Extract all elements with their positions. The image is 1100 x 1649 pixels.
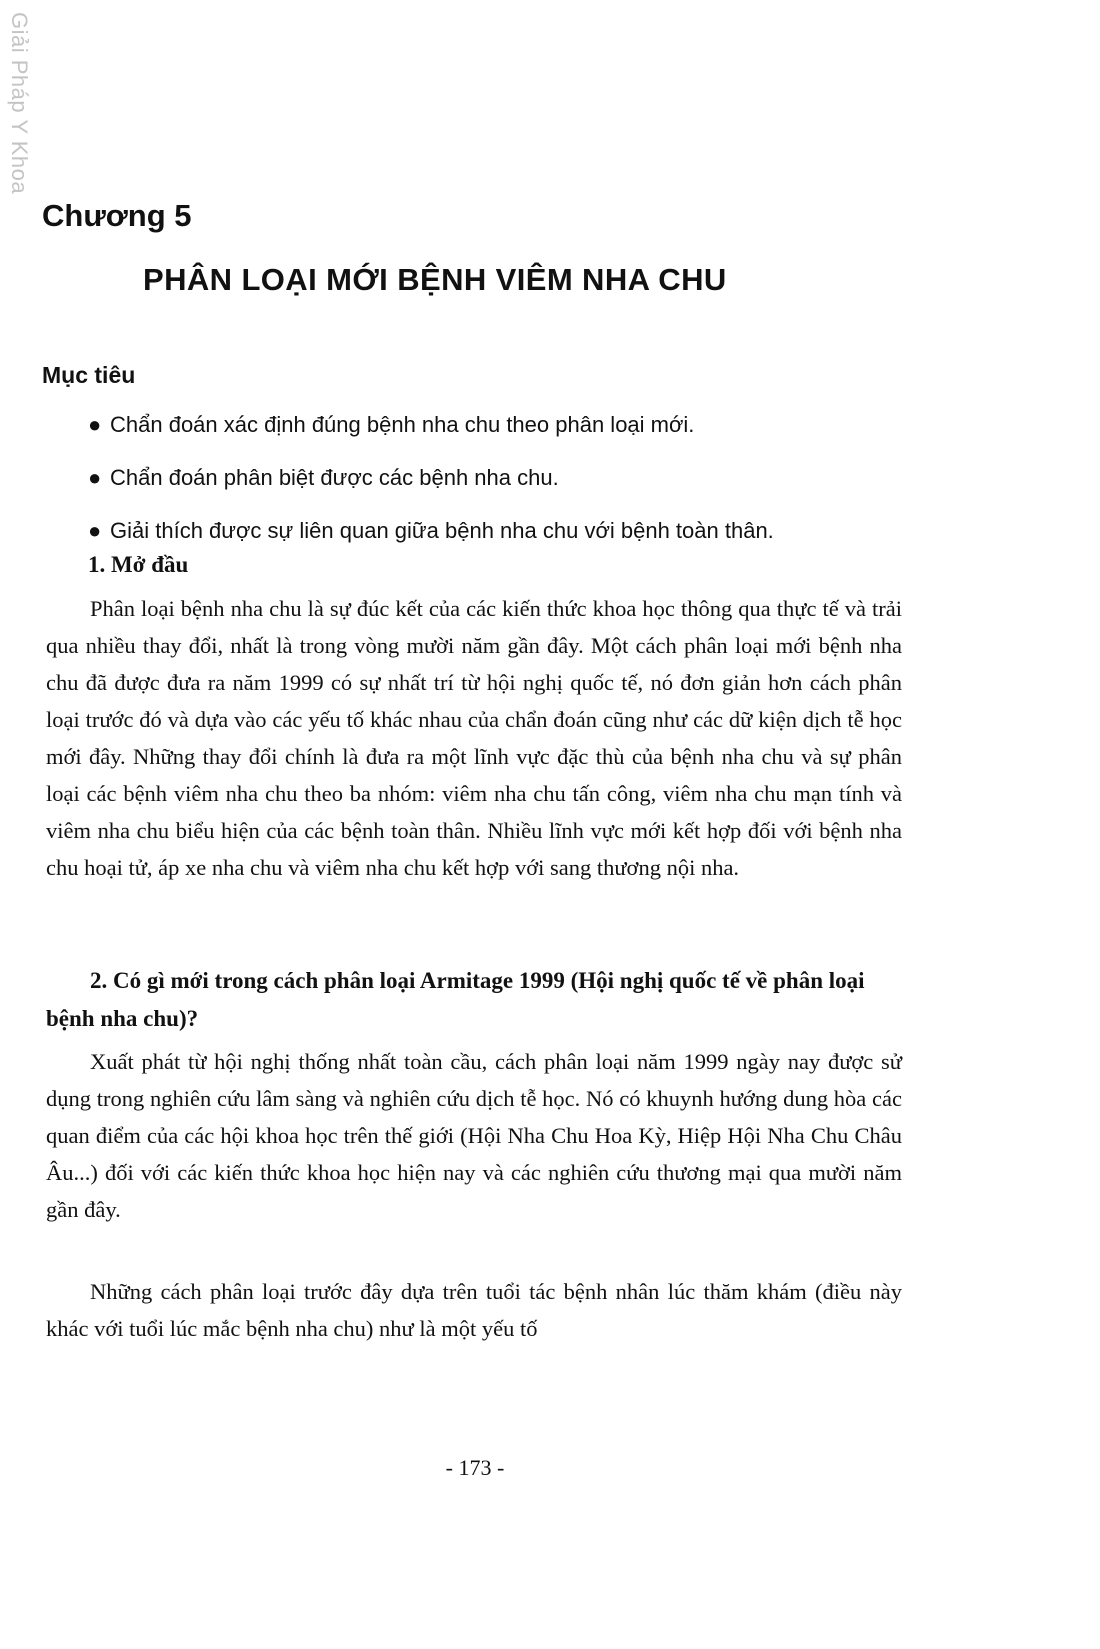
- chapter-title: PHÂN LOẠI MỚI BỆNH VIÊM NHA CHU: [143, 262, 727, 297]
- page-number: - 173 -: [445, 1455, 505, 1480]
- objective-text: Chẩn đoán phân biệt được các bệnh nha chu.: [110, 465, 559, 490]
- paragraph-armitage-2: Những cách phân loại trước đây dựa trên tuổi tác bệnh nhân lúc thăm khám (điều này khác với tuổi lúc mắc bệnh nha chu) như là một yếu tố: [46, 1279, 902, 1341]
- objectives-heading: Mục tiêu: [42, 362, 136, 388]
- objective-item: [88, 463, 774, 516]
- paragraph-armitage-1: Xuất phát từ hội nghị thống nhất toàn cầu, cách phân loại năm 1999 ngày nay được sử dụng trong nghiên cứu lâm sàng và nghiên cứu dịch tễ học. Nó có khuynh hướng dung hòa các quan điểm của các hội khoa học trên thế giới (Hội Nha Chu Hoa Kỳ, Hiệp Hội Nha Chu Châu Âu...) đối với các kiến thức khoa học hiện nay và các nghiên cứu thương mại qua mười năm gần đây.: [46, 1049, 902, 1222]
- paragraph-intro: Phân loại bệnh nha chu là sự đúc kết của các kiến thức khoa học thông qua thực tế và trải qua nhiều thay đổi, nhất là trong vòng mười năm gần đây. Một cách phân loại mới bệnh nha chu đã được đưa ra năm 1999 có sự nhất trí từ hội nghị quốc tế, nó đơn giản hơn cách phân loại trước đó và dựa vào các yếu tố khác nhau của chẩn đoán cũng như các dữ kiện dịch tễ học mới đây. Những thay đổi chính là đưa ra một lĩnh vực đặc thù của bệnh nha chu và sự phân loại các bệnh viêm nha chu theo ba nhóm: viêm nha chu tấn công, viêm nha chu mạn tính và viêm nha chu biểu hiện của các bệnh toàn thân. Nhiều lĩnh vực mới kết hợp đối với bệnh nha chu hoại tử, áp xe nha chu và viêm nha chu kết hợp với sang thương nội nha.: [46, 596, 902, 880]
- chapter-label: Chương 5: [42, 198, 192, 233]
- objective-item: [88, 516, 774, 569]
- watermark: Giải Pháp Y Khoa: [7, 12, 32, 195]
- section-heading-armitage: 2. Có gì mới trong cách phân loại Armitage 1999 (Hội nghị quốc tế về phân loại bệnh nha chu)?: [46, 968, 865, 1031]
- objective-text: Giải thích được sự liên quan giữa bệnh nha chu với bệnh toàn thân.: [110, 518, 774, 543]
- bullet-icon: ●: [88, 465, 102, 490]
- objectives-list: [88, 410, 774, 569]
- bullet-icon: ●: [88, 518, 102, 543]
- section-heading-intro: 1. Mở đầu: [88, 552, 189, 577]
- bullet-icon: ●: [88, 412, 102, 437]
- objective-item: [88, 410, 774, 463]
- objective-text: Chẩn đoán xác định đúng bệnh nha chu theo phân loại mới.: [110, 412, 695, 437]
